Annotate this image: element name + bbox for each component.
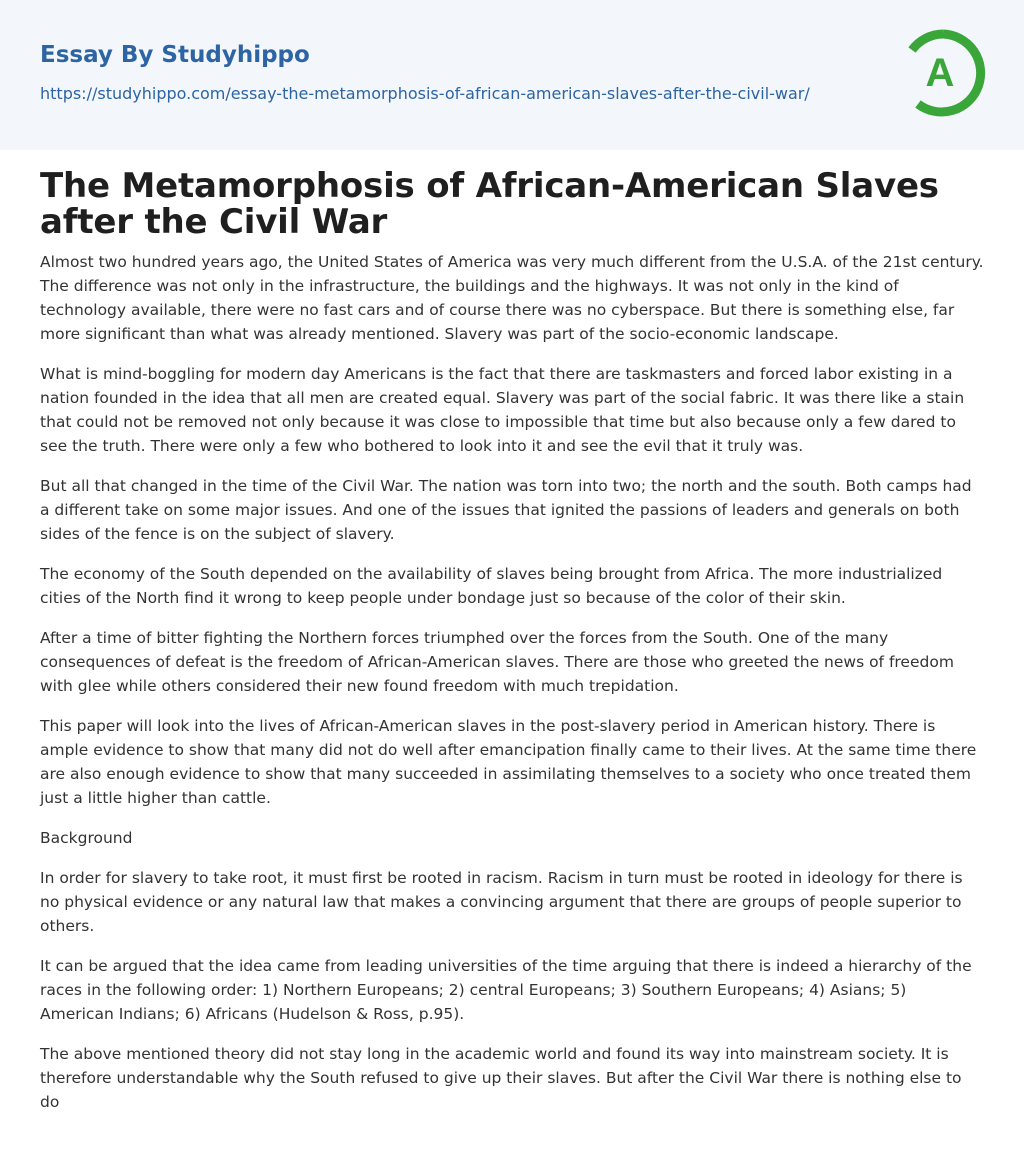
article-paragraph: It can be argued that the idea came from leading universities of the time arguing that there is indeed a hierarchy of the races in the following order: 1) Northern Europeans; 2) central Europeans; 3) Southern Europeans; 4) Asians; 5) American Indians; 6) Africans (Hudelson & Ross, p.95). <box>40 957 972 1023</box>
article-url-link[interactable]: https://studyhippo.com/essay-the-metamorphosis-of-african-american-slaves-after-the-civil-war/ <box>40 84 810 103</box>
article-paragraph: The economy of the South depended on the availability of slaves being brought from Africa. The more industrialized cities of the North find it wrong to keep people under bondage just so because of the color of their skin. <box>40 565 943 607</box>
article-paragraph: Almost two hundred years ago, the United States of America was very much different from the U.S.A. of the 21st century. The difference was not only in the infrastructure, the buildings and the highways. It was not only in the kind of technology available, there were no fast cars and of course there was no cyberspace. But there is something else, far more significant than what was already mentioned. Slavery was part of the socio-economic landscape. <box>40 253 984 343</box>
site-title[interactable]: Essay By Studyhippo <box>40 42 310 68</box>
article-title: The Metamorphosis of African-American Slaves after the Civil War <box>40 166 939 242</box>
logo-letter: A <box>925 51 955 95</box>
article-paragraph: This paper will look into the lives of African-American slaves in the post-slavery period in American history. There is ample evidence to show that many did not do well after emancipation finally came to their lives. At the same time there are also enough evidence to show that many succeeded in assimilating themselves to a society who once treated them just a little higher than cattle. <box>40 717 977 807</box>
article-paragraph: What is mind-boggling for modern day Americans is the fact that there are taskmasters and forced labor existing in a nation founded in the idea that all men are created equal. Slavery was part of the social fabric. It was there like a stain that could not be removed not only because it was close to impossible that time but also because only a few dared to see the truth. There were only a few who bothered to look into it and see the evil that it truly was. <box>40 365 965 455</box>
article-paragraph: In order for slavery to take root, it must first be rooted in racism. Racism in turn must be rooted in ideology for there is no physical evidence or any natural law that makes a convincing argument that there are groups of people superior to others. <box>40 869 963 935</box>
studyhippo-logo-icon[interactable] <box>898 28 988 118</box>
article-paragraph: But all that changed in the time of the Civil War. The nation was torn into two; the north and the south. Both camps had a different take on some major issues. And one of the issues that ignited the passions of leaders and generals on both sides of the fence is on the subject of slavery. <box>40 477 972 543</box>
site-header <box>0 0 1024 150</box>
article-paragraph: After a time of bitter fighting the Northern forces triumphed over the forces from the South. One of the many consequences of defeat is the freedom of African-American slaves. There are those who greeted the news of freedom with glee while others considered their new found freedom with much trepidation. <box>40 629 954 695</box>
article-paragraph: The above mentioned theory did not stay long in the academic world and found its way into mainstream society. It is therefore understandable why the South refused to give up their slaves. But after the Civil War there is nothing else to do <box>40 1045 962 1111</box>
article-content <box>40 168 984 1130</box>
section-heading-background: Background <box>40 829 133 847</box>
